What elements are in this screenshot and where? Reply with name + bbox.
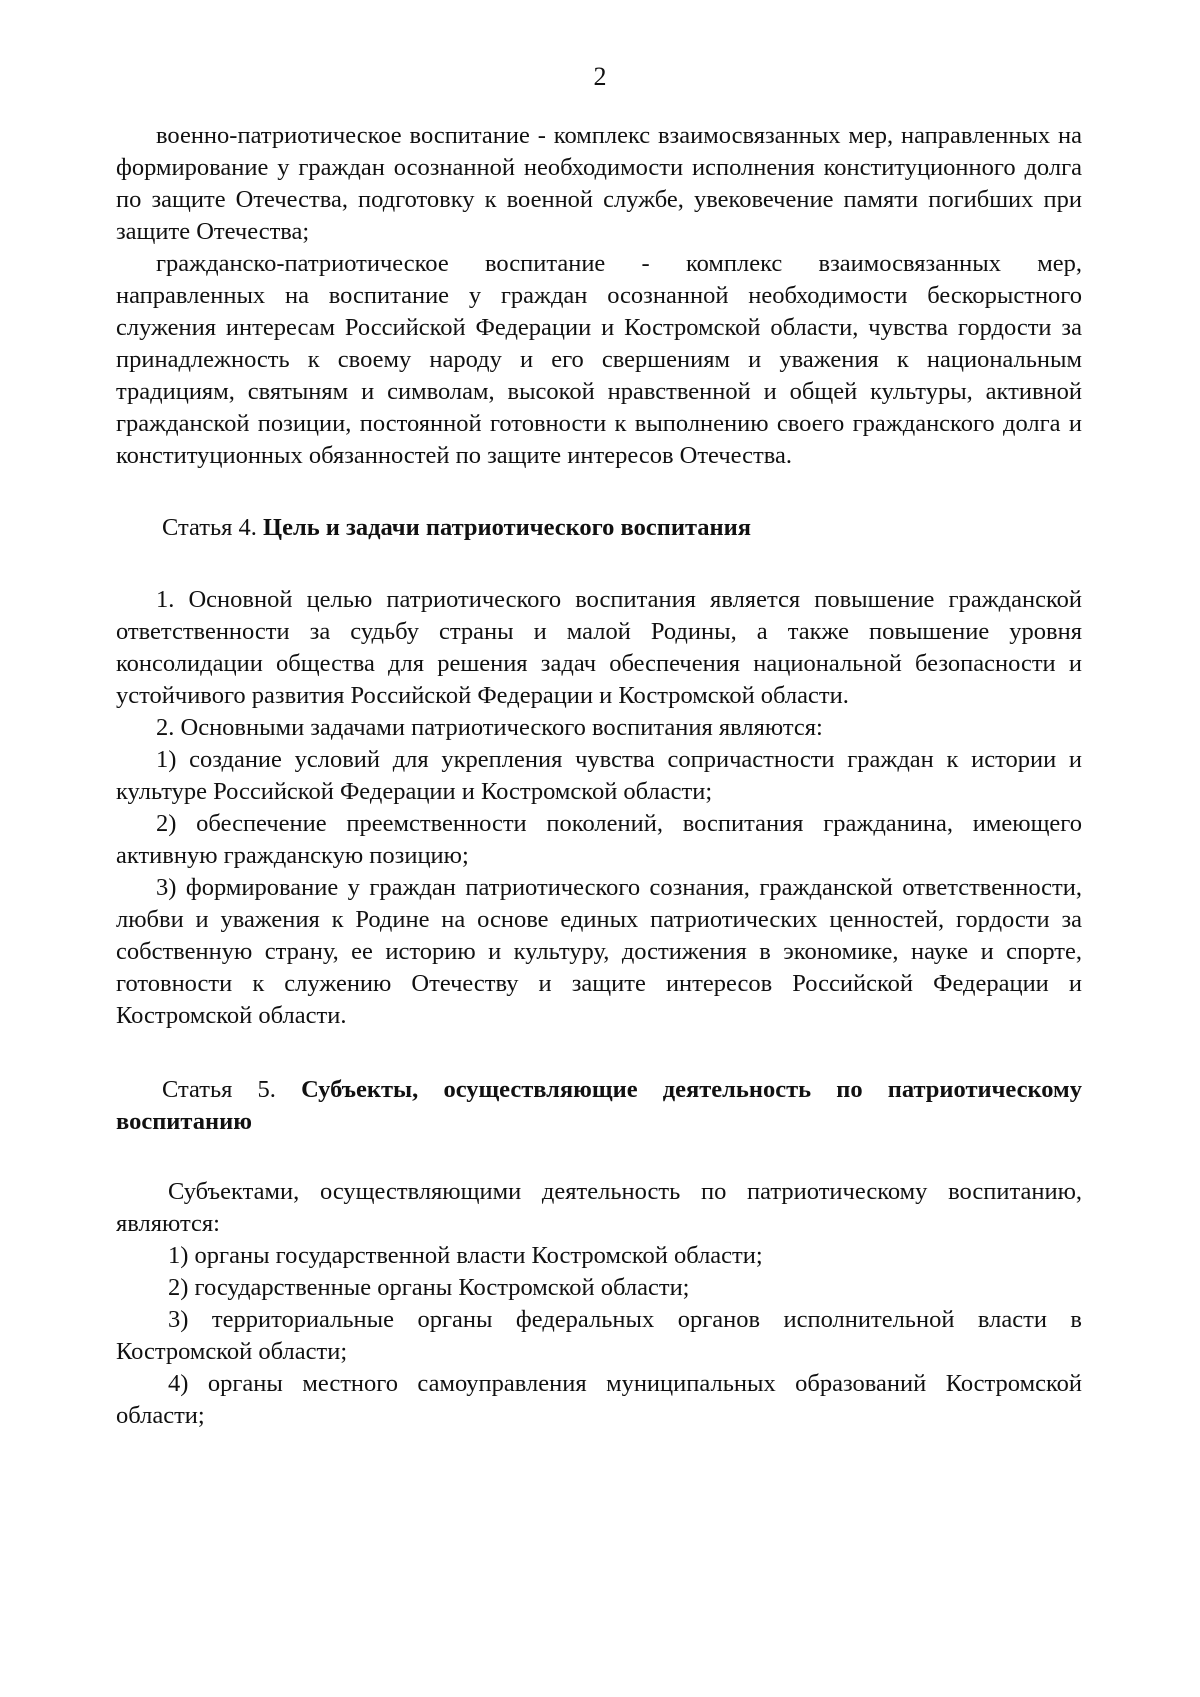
article-4-paragraph-2: 2. Основными задачами патриотического воспитания являются: [156, 714, 823, 741]
definition-military-patriotic: военно-патриотическое воспитание - комплекс взаимосвязанных мер, направленных на формирование у граждан осознанной необходимости исполнения конституционного долга по защите Отечества, подготовку к военной службе, увековечение памяти погибших при защите Отечества; [116, 122, 1082, 245]
article-5-item-1: 1) органы государственной власти Костромской области; [168, 1242, 763, 1269]
article-4-heading [116, 512, 1082, 544]
article-4-task-1: 1) создание условий для укрепления чувства сопричастности граждан к истории и культуре Российской Федерации и Костромской области; [116, 746, 1082, 805]
article-5-heading [116, 1074, 1082, 1138]
article-4-number: Статья 4. [162, 514, 257, 541]
page-number: 2 [593, 62, 607, 91]
document-body [116, 120, 1082, 1432]
article-5-intro: Субъектами, осуществляющими деятельность по патриотическому воспитанию, являются: [116, 1178, 1082, 1237]
definition-civic-patriotic: гражданско-патриотическое воспитание - комплекс взаимосвязанных мер, направленных на воспитание у граждан осознанной необходимости бескорыстного служения интересам Российской Федерации и Костромской области, чувства гордости за принадлежность к своему народу и его свершениям и уважения к национальным традициям, святыням и символам, высокой нравственной и общей культуры, активной гражданской позиции, постоянной готовности к выполнению своего гражданского долга и конституционных обязанностей по защите интересов Отечества. [116, 250, 1082, 469]
article-5-number: Статья 5. [162, 1076, 276, 1103]
article-5-item-2: 2) государственные органы Костромской области; [168, 1274, 690, 1301]
article-5-title: Субъекты, осуществляющие деятельность по патриотическому воспитанию [116, 1076, 1082, 1135]
article-4-task-2: 2) обеспечение преемственности поколений, воспитания гражданина, имеющего активную гражданскую позицию; [116, 810, 1082, 869]
article-4-paragraph-1: 1. Основной целью патриотического воспитания является повышение гражданской ответственности за судьбу страны и малой Родины, а также повышение уровня консолидации общества для решения задач обеспечения национальной безопасности и устойчивого развития Российской Федерации и Костромской области. [116, 586, 1082, 709]
article-4-task-3: 3) формирование у граждан патриотического сознания, гражданской ответственности, любви и уважения к Родине на основе единых патриотических ценностей, гордости за собственную страну, ее историю и культуру, достижения в экономике, науке и спорте, готовности к служению Отечеству и защите интересов Российской Федерации и Костромской области. [116, 874, 1082, 1029]
article-5-item-4: 4) органы местного самоуправления муниципальных образований Костромской области; [116, 1370, 1082, 1429]
article-4-title: Цель и задачи патриотического воспитания [263, 514, 752, 541]
article-5-item-3: 3) территориальные органы федеральных органов исполнительной власти в Костромской области; [116, 1306, 1082, 1365]
